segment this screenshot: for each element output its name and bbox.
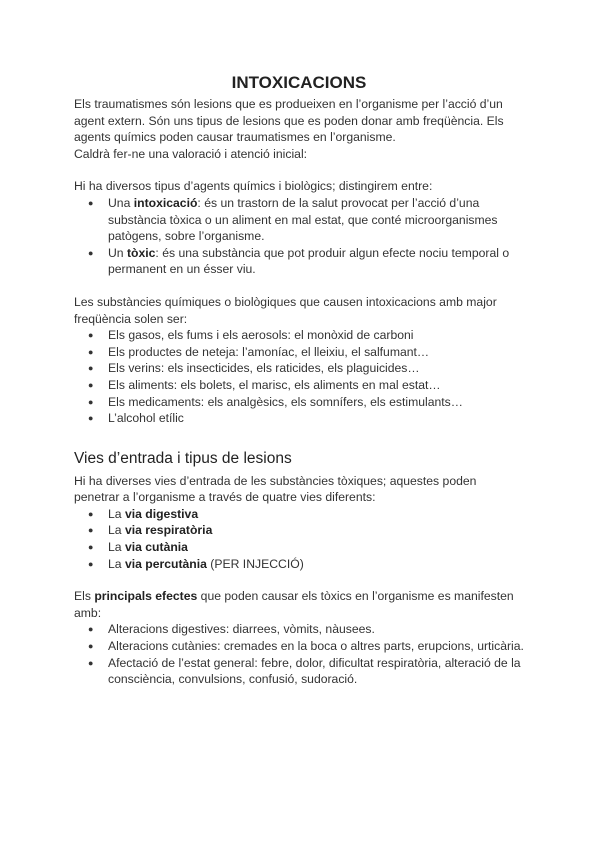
agents-lead: Hi ha diversos tipus d’agents químics i biològics; distingirem entre: (74, 179, 433, 194)
substances-list (74, 327, 524, 427)
intro-paragraph: Els traumatismes són lesions que es produeixen en l’organisme per l’acció d’un agent extern. Són uns tipus de lesions que es poden donar amb freqüència. Els agents químics poden causar traumatismes en l’organisme. (74, 97, 504, 145)
list-item: ● Els aliments: els bolets, el marisc, els aliments en mal estat… (108, 377, 524, 394)
effects-list (74, 621, 524, 687)
intro-note: Caldrà fer-ne una valoració i atenció inicial: (74, 146, 308, 161)
list-item: ● Els productes de neteja: l’amoníac, el lleixiu, el salfumant… (108, 344, 524, 361)
list-item: ● Els medicaments: els analgèsics, els somnífers, els estimulants… (108, 394, 524, 411)
list-item: ● Afectació de l’estat general: febre, dolor, dificultat respiratòria, alteració de la consciència, convulsions, confusió, sudoració. (108, 655, 524, 688)
list-item: ● Una intoxicació: és un trastorn de la salut provocat per l’acció d’una substància tòxica o un aliment en mal estat, que conté microorganismes patògens, sobre l’organisme. (108, 195, 524, 245)
list-item: ● L’alcohol etílic (108, 410, 524, 427)
list-item: ● La via digestiva (108, 506, 524, 523)
page-title: INTOXICACIONS (231, 73, 367, 92)
routes-list (74, 506, 524, 572)
list-item: ● Els gasos, els fums i els aerosols: el monòxid de carboni (108, 327, 524, 344)
effects-lead: Els principals efectes que poden causar els tòxics en l’organisme es manifesten amb: (74, 589, 514, 620)
routes-lead: Hi ha diverses vies d’entrada de les substàncies tòxiques; aquestes poden penetrar a l’organisme a través de quatre vies diferents: (74, 473, 477, 505)
list-item: ● La via percutània (PER INJECCIÓ) (108, 556, 524, 573)
list-item: ● Un tòxic: és una substància que pot produir algun efecte nociu temporal o permanent en un ésser viu. (108, 245, 524, 278)
list-item: ● Alteracions digestives: diarrees, vòmits, nàusees. (108, 621, 524, 638)
list-item: ● La via cutània (108, 539, 524, 556)
list-item: ● Alteracions cutànies: cremades en la boca o altres parts, erupcions, urticària. (108, 638, 524, 655)
agents-list (74, 195, 524, 278)
substances-lead: Les substàncies químiques o biològiques que causen intoxicacions amb major freqüència solen ser: (74, 294, 497, 326)
list-item: ● La via respiratòria (108, 522, 524, 539)
list-item: ● Els verins: els insecticides, els raticides, els plaguicides… (108, 360, 524, 377)
section-heading: Vies d’entrada i tipus de lesions (74, 449, 292, 467)
